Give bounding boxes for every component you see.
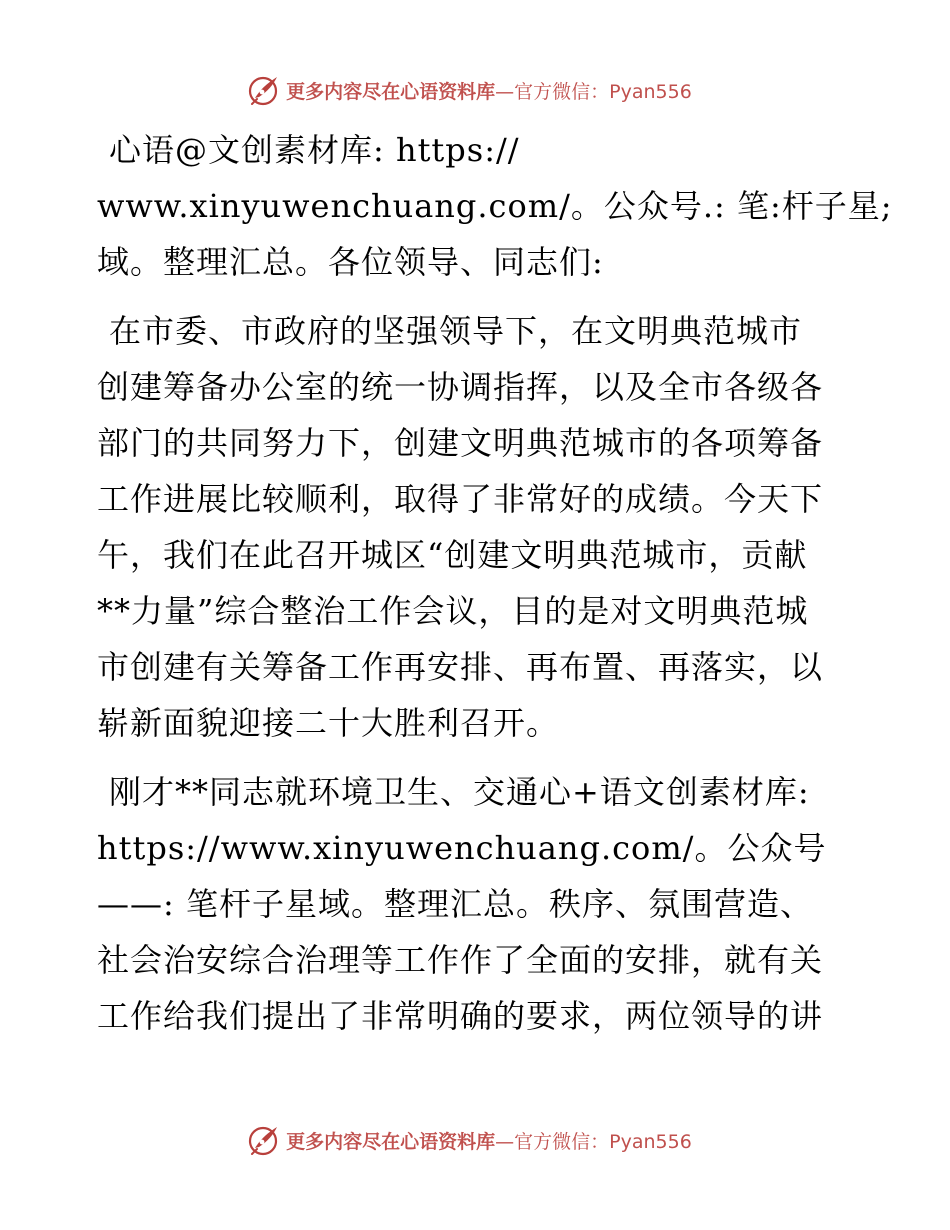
text-line: 社会治安综合治理等工作作了全面的安排，就有关 [97,941,824,979]
text-line: 工作进展比较顺利，取得了非常好的成绩。今天下 [97,480,824,518]
watermark-contact: 官方微信：Pyan556 [514,80,692,103]
watermark-brand: 更多内容尽在心语资料库 [286,80,496,103]
quill-logo-icon [246,1123,282,1157]
text-line: **力量”综合整治工作会议，目的是对文明典范城 [97,592,809,630]
watermark-separator: — [495,1130,515,1153]
watermark-text [286,1127,692,1154]
text-line: https://www.xinyuwenchuang.com/。公众号 [97,829,827,867]
paragraph [97,122,893,290]
paragraph [97,303,857,751]
text-line: 创建筹备办公室的统一协调指挥，以及全市各级各 [97,368,824,406]
watermark-separator: — [495,80,515,103]
watermark-contact: 官方微信：Pyan556 [514,1130,692,1153]
footer-watermark [0,1120,950,1160]
text-line: 崭新面貌迎接二十大胜利召开。 [97,704,560,742]
text-line: 域。整理汇总。各位领导、同志们: [97,243,604,281]
paragraph [97,764,857,1044]
text-line: 刚才**同志就环境卫生、交通心+语文创素材库: [109,773,810,811]
header-watermark [0,70,950,110]
watermark-text [286,77,692,104]
text-line: 心语@文创素材库: https:// [109,131,520,169]
text-line: 在市委、市政府的坚强领导下，在文明典范城市 [109,312,803,350]
watermark-brand: 更多内容尽在心语资料库 [286,1130,496,1153]
text-line: 工作给我们提出了非常明确的要求，两位领导的讲 [97,997,824,1035]
text-line: 市创建有关筹备工作再安排、再布置、再落实，以 [97,648,824,686]
document-body [97,122,893,1044]
text-line: 午，我们在此召开城区“创建文明典范城市，贡献 [97,536,808,574]
quill-logo-icon [246,73,282,107]
text-line: 部门的共同努力下，创建文明典范城市的各项筹备 [97,424,824,462]
text-line: www.xinyuwenchuang.com/。公众号.: 笔:杆子星; [97,187,893,225]
text-line: ——: 笔杆子星域。整理汇总。秩序、氛围营造、 [97,885,813,923]
